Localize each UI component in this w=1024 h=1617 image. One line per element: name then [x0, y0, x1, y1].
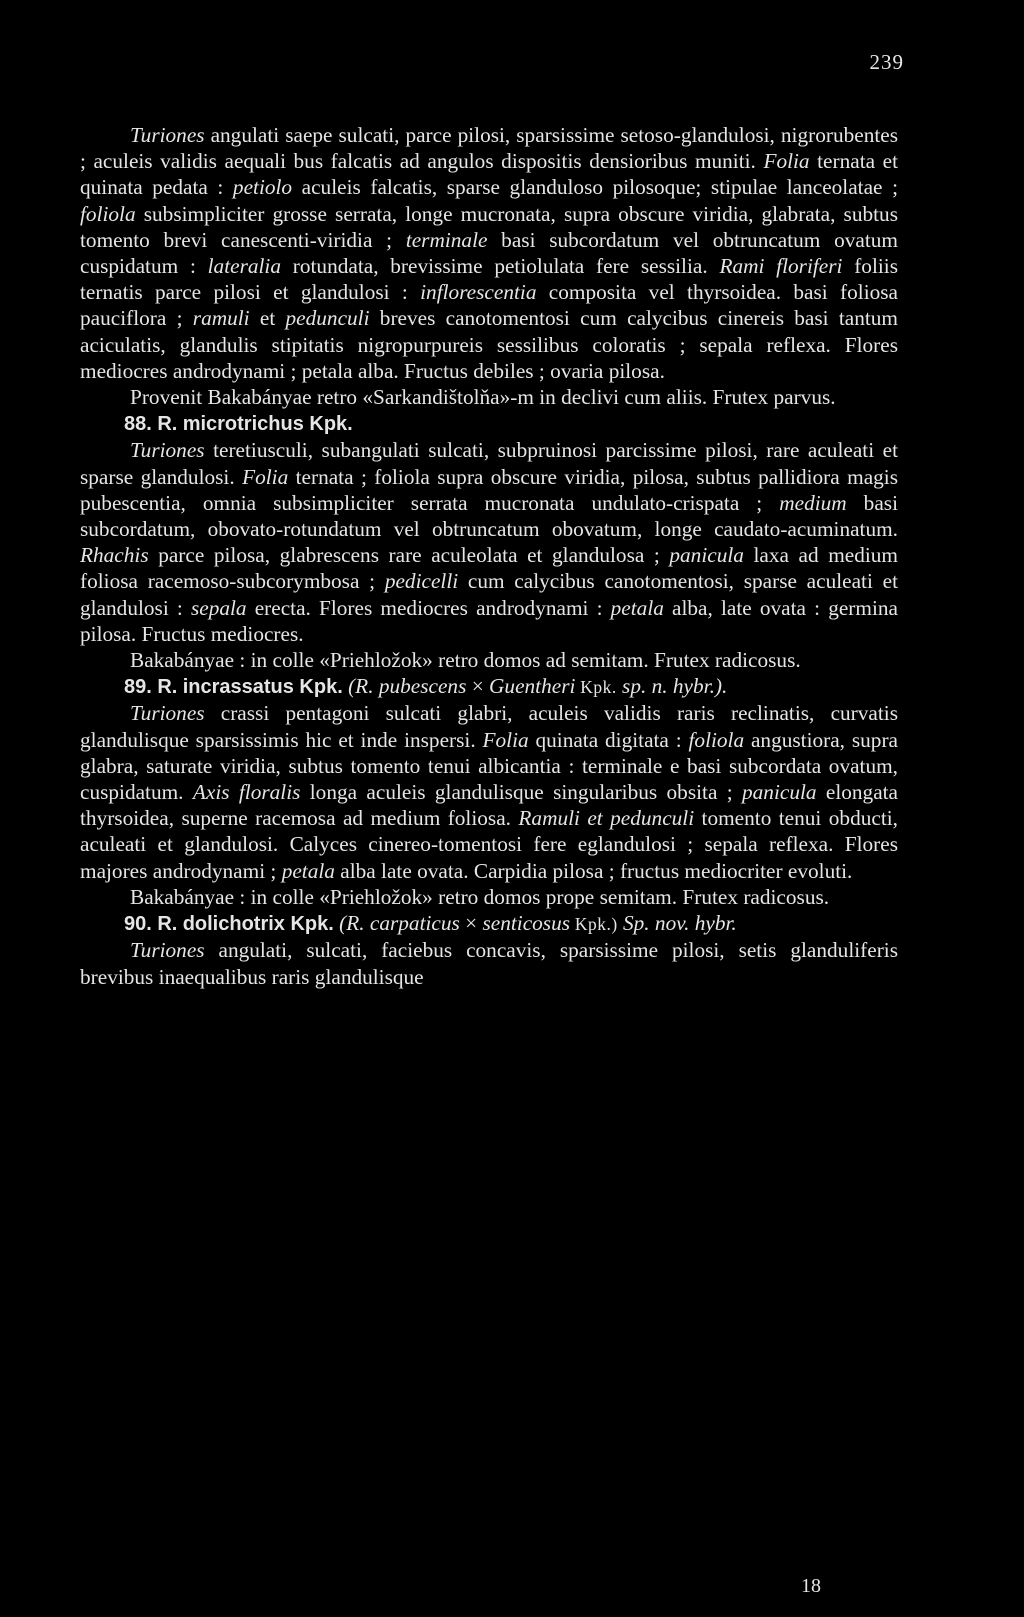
entry-90-description: Turiones angulati, sulcati, faciebus concavis, sparsissime pilosi, setis glanduliferis brevibus inaequalibus raris glandulisque: [80, 938, 898, 989]
page-number: 239: [869, 50, 904, 74]
entry-88-heading: 88. R. microtrichus Kpk.: [124, 413, 353, 436]
entry-89-locality: Bakabányae : in colle «Priehložok» retro domos prope semitam. Frutex radicosus.: [130, 884, 830, 909]
entry-89-description: Turiones crassi pentagoni sulcati glabri, aculeis validis raris reclinatis, curvatis glandulisque sparsissimis hic et inde inspersi. Folia quinata digitata : foliola angustiora, supra glabra, saturate viridia, subtus tomento tenui albicantia : terminale e basi subcordata ovatum, cuspidatum. Axis floralis longa aculeis glandulisque singularibus obsita ; panicula elongata thyrsoidea, superne racemosa ad medium foliosa. Ramuli et pedunculi tomento tenui obducti, aculeati et glandulosi. Calyces cinereo-tomentosi fere eglandulosi ; sepala reflexa. Flores majores androdynami ; petala alba late ovata. Carpidia pilosa ; fructus mediocriter evoluti.: [80, 701, 899, 883]
entry-prev-description: Turiones angulati saepe sulcati, parce pilosi, sparsissime setoso-glandulosi, nigrorubentes ; aculeis validis aequali bus falcatis ad angulos dispositis densioribus muniti. Folia ternata et quinata pedata : petiolo aculeis falcatis, sparse glanduloso pilosoque; stipulae lanceolatae ; foliola subsimpliciter grosse serrata, longe mucronata, supra obscure viridia, glabrata, subtus tomento brevi canescenti-viridia ; terminale basi subcordatum vel obtruncatum ovatum cuspidatum : lateralia rotundata, brevissime petiolulata fere sessilia. Rami floriferi foliis ternatis parce pilosi et glandulosi : inflorescentia composita vel thyrsoidea. basi foliosa pauciflora ; ramuli et pedunculi breves canotomentosi cum calycibus cinereis basi tantum aciculatis, glandulis stipitatis nigropurpureis sessilibus coloratis ; sepala reflexa. Flores mediocres androdynami ; petala alba. Fructus debiles ; ovaria pilosa.: [80, 123, 898, 383]
entry-88-locality: Bakabányae : in colle «Priehložok» retro domos ad semitam. Frutex radicosus.: [130, 648, 801, 673]
entry-88-description: Turiones teretiusculi, subangulati sulcati, subpruinosi parcissime pilosi, rare aculeati et sparse glandulosi. Folia ternata ; foliola supra obscure viridia, pilosa, subtus pallidiora magis pubescentia, omnia subsimpliciter serrata mucronata undulato-crispata ; medium basi subcordatum, obovato-rotundatum vel obtruncatum obovatum, longe caudato-acuminatum. Rhachis parce pilosa, glabrescens rare aculeolata et glandulosa ; panicula laxa ad medium foliosa racemoso-subcorymbosa ; pedicelli cum calycibus canotomentosi, sparse aculeati et glandulosi : sepala erecta. Flores mediocres androdynami : petala alba, late ovata : germina pilosa. Fructus mediocres.: [80, 438, 899, 646]
entry-prev-locality: Provenit Bakabányae retro «Sarkandištolňa»-m in declivi cum aliis. Frutex parvus.: [130, 385, 836, 410]
page-body: [80, 122, 898, 990]
entry-89-heading: 89. R. incrassatus Kpk. (R. pubescens × Guentheri Kpk. sp. n. hybr.).: [124, 674, 728, 699]
entry-90-heading: 90. R. dolichotrix Kpk. (R. carpaticus × senticosus Kpk.) Sp. nov. hybr.: [124, 911, 737, 936]
signature-mark: 18: [801, 1575, 821, 1597]
